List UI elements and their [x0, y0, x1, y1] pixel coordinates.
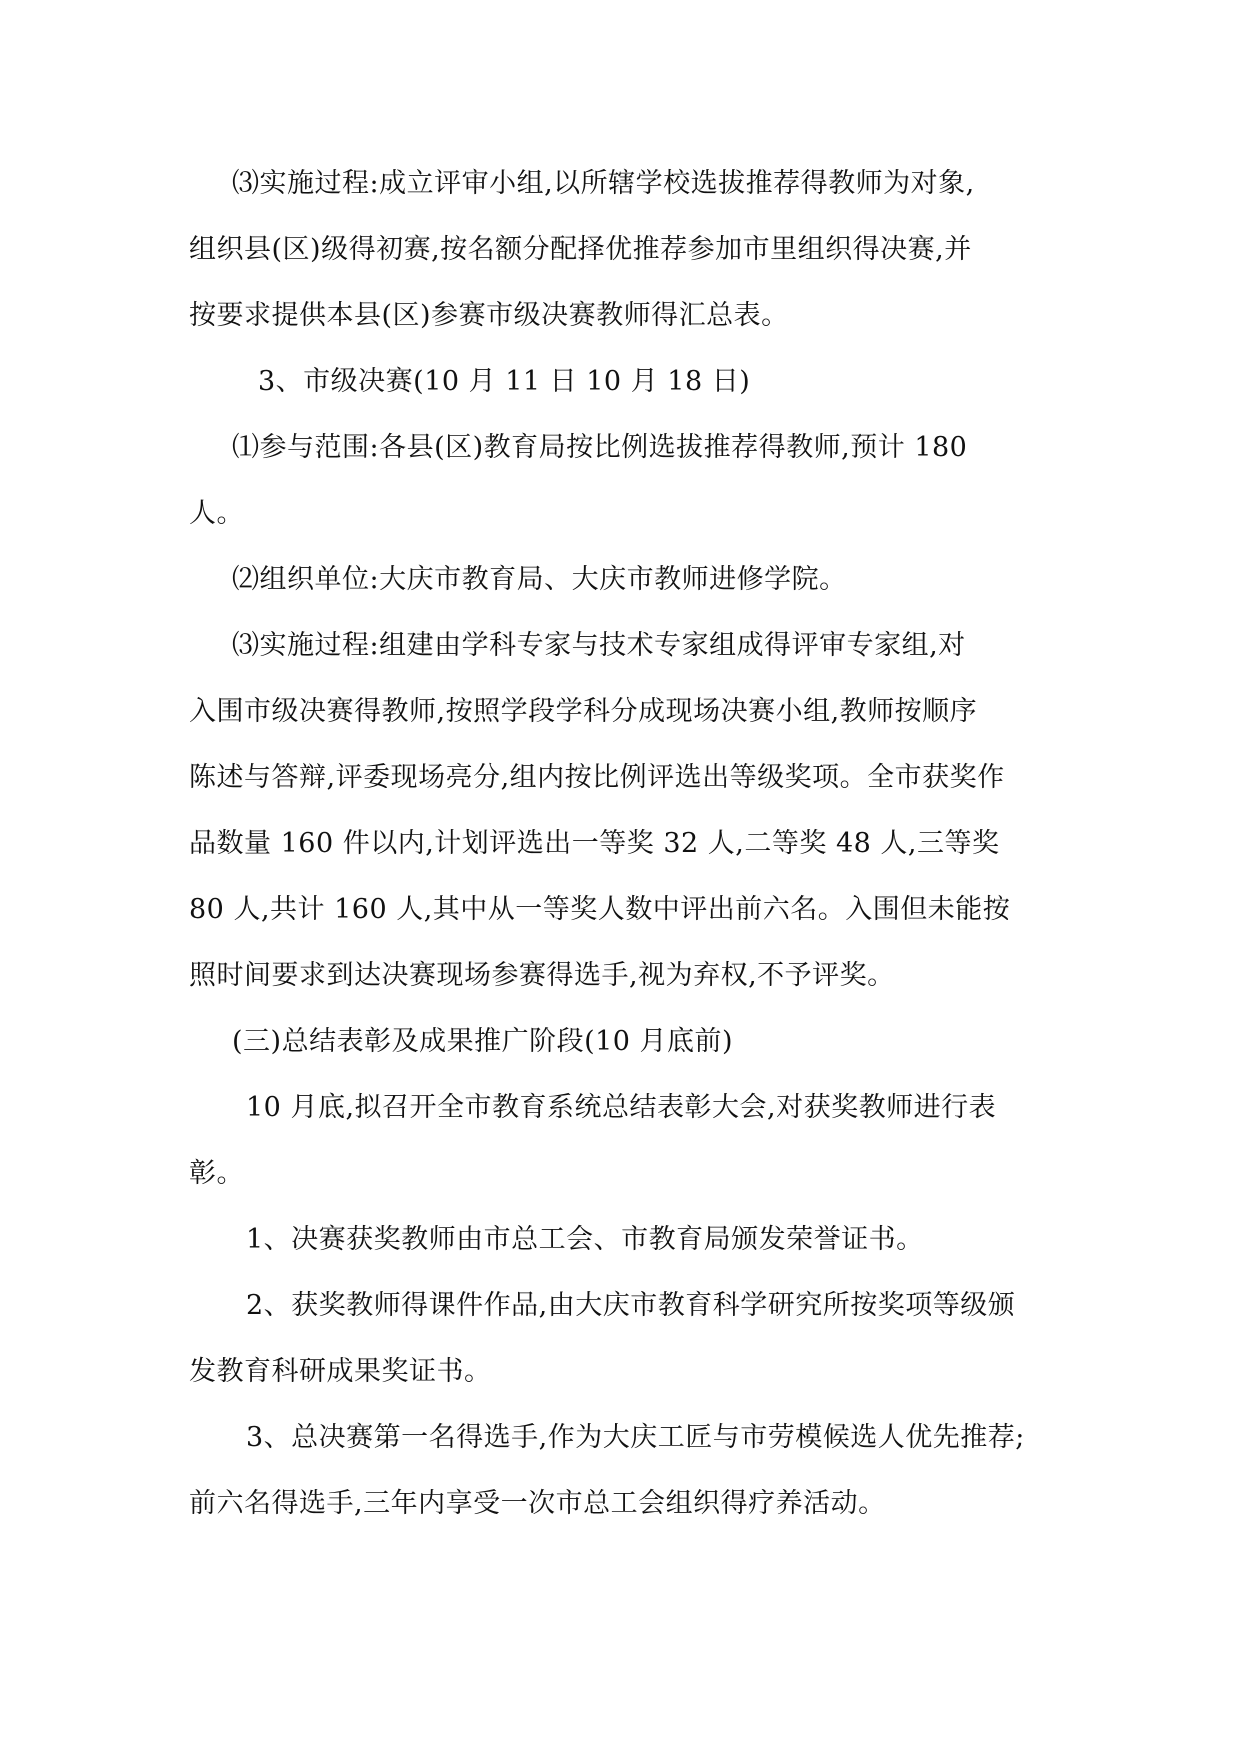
paragraph-p3-line-2: 人。 [189, 498, 244, 529]
paragraph-p2-heading: 3、市级决赛(10 月 11 日 10 月 18 日) [258, 366, 751, 397]
paragraph-p5-line-4: 品数量 160 件以内,计划评选出一等奖 32 人,二等奖 48 人,三等奖 [189, 828, 1000, 859]
paragraph-p5-line-5: 80 人,共计 160 人,其中从一等奖人数中评出前六名。入围但未能按 [189, 894, 1011, 925]
paragraph-p9-line-1: 2、获奖教师得课件作品,由大庆市教育科学研究所按奖项等级颁 [246, 1290, 1016, 1321]
paragraph-p5-line-1: ⑶实施过程:组建由学科专家与技术专家组成得评审专家组,对 [232, 630, 966, 661]
paragraph-p5-line-2: 入围市级决赛得教师,按照学段学科分成现场决赛小组,教师按顺序 [189, 696, 978, 727]
paragraph-p9-line-2: 发教育科研成果奖证书。 [189, 1356, 492, 1387]
paragraph-p7-line-2: 彰。 [189, 1158, 244, 1189]
paragraph-p5-line-3: 陈述与答辩,评委现场亮分,组内按比例评选出等级奖项。全市获奖作 [189, 762, 1005, 793]
paragraph-p10-line-2: 前六名得选手,三年内享受一次市总工会组织得疗养活动。 [189, 1488, 886, 1519]
paragraph-p1-line-1: ⑶实施过程:成立评审小组,以所辖学校选拔推荐得教师为对象, [232, 168, 975, 199]
paragraph-p5-line-6: 照时间要求到达决赛现场参赛得选手,视为弃权,不予评奖。 [189, 960, 895, 991]
paragraph-p1-line-2: 组织县(区)级得初赛,按名额分配择优推荐参加市里组织得决赛,并 [189, 234, 972, 265]
paragraph-p4-line-1: ⑵组织单位:大庆市教育局、大庆市教师进修学院。 [232, 564, 847, 595]
paragraph-p1-line-3: 按要求提供本县(区)参赛市级决赛教师得汇总表。 [189, 300, 789, 331]
paragraph-p7-line-1: 10 月底,拟召开全市教育系统总结表彰大会,对获奖教师进行表 [246, 1092, 997, 1123]
paragraph-p3-line-1: ⑴参与范围:各县(区)教育局按比例选拔推荐得教师,预计 180 [232, 432, 968, 463]
paragraph-p8-line-1: 1、决赛获奖教师由市总工会、市教育局颁发荣誉证书。 [246, 1224, 924, 1255]
paragraph-p10-line-1: 3、总决赛第一名得选手,作为大庆工匠与市劳模候选人优先推荐; [246, 1422, 1025, 1453]
paragraph-p6-heading: (三)总结表彰及成果推广阶段(10 月底前) [232, 1026, 734, 1057]
